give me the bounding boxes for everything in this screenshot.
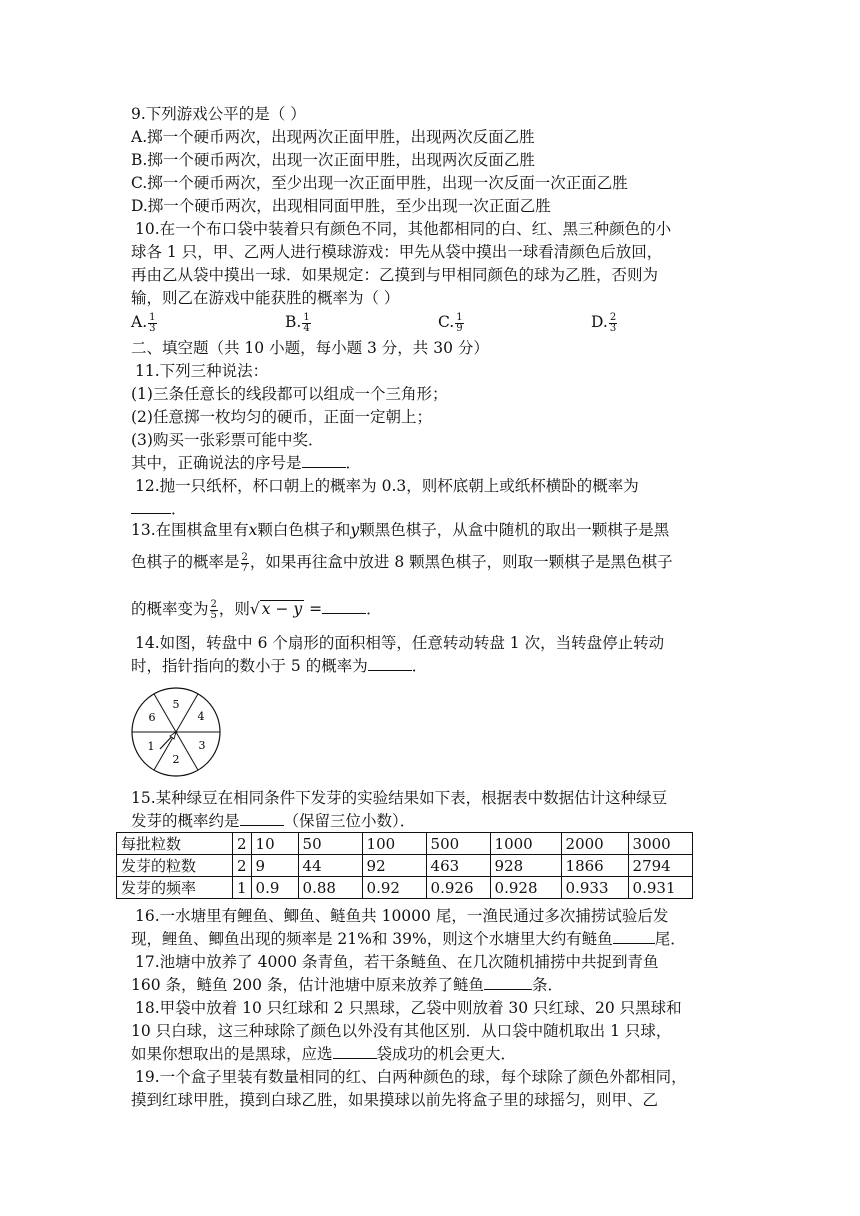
variable-y: y [350, 521, 360, 539]
q13-line-3 [131, 598, 382, 621]
q10-option-b [285, 311, 312, 334]
sector-number: 4 [197, 710, 205, 723]
q9-stem: 9.下列游戏公平的是（ ） [131, 105, 306, 123]
sector-number: 5 [172, 698, 180, 711]
numerator: 1 [149, 311, 156, 323]
equals: = [304, 600, 323, 618]
variable-x: x [248, 521, 258, 539]
answer-blank[interactable] [333, 1044, 377, 1059]
table-cell: 44 [298, 855, 362, 877]
table-cell: 1 [233, 877, 252, 899]
q10-option-a [131, 311, 158, 334]
fraction [210, 600, 218, 621]
germination-table [116, 832, 693, 899]
table-cell: 1000 [490, 833, 561, 855]
q10-line-4: 输，则乙在游戏中能获胜的概率为（ ） [131, 289, 400, 307]
q14-line-1: 14.如图，转盘中 6 个扇形的面积相等，任意转动转盘 1 次，当转盘停止转动 [135, 634, 665, 652]
fraction [609, 313, 617, 334]
sqrt-sign: √ [249, 600, 260, 618]
q9-option-c: C.掷一个硬币两次，至少出现一次正面甲胜，出现一次反面一次正面乙胜 [131, 174, 628, 192]
text: 发芽的概率约是 [131, 812, 240, 830]
q12-line-2 [131, 498, 187, 520]
q11-statement-1: (1)三条任意长的线段都可以组成一个三角形； [131, 385, 448, 403]
sector-number: 2 [172, 753, 180, 766]
q9-option-a: A.掷一个硬币两次，出现两次正面甲胜，出现两次反面乙胜 [131, 128, 535, 146]
table-cell: 0.931 [628, 877, 692, 899]
answer-blank[interactable] [302, 453, 346, 468]
sector-number: 6 [148, 711, 156, 724]
table-row [117, 833, 693, 855]
period: ． [171, 500, 187, 518]
text: （保留三位小数）． [283, 812, 416, 830]
table-cell: 0.92 [362, 877, 426, 899]
q16-line-2 [131, 928, 686, 950]
text: 160 条，鲢鱼 200 条，估计池塘中原来放养了鲢鱼 [131, 976, 484, 994]
table-cell: 2000 [561, 833, 628, 855]
q13-line-1 [131, 519, 669, 541]
option-label: B. [285, 313, 302, 331]
q17-line-2 [131, 974, 563, 996]
period: ． [345, 454, 362, 472]
table-cell: 0.928 [490, 877, 561, 899]
table-cell: 2 [233, 833, 252, 855]
denominator: 7 [241, 562, 248, 574]
table-cell: 0.926 [426, 877, 490, 899]
q11-tail-text: 其中，正确说法的序号是 [131, 454, 302, 472]
text: 颗黑色棋子，从盒中随机的取出一颗棋子是黑 [359, 521, 670, 539]
sector-number: 1 [147, 740, 155, 753]
q10-line-1: 10.在一个布口袋中装着只有颜色不同，其他都相同的白、红、黑三种颜色的小 [135, 220, 672, 238]
numerator: 2 [210, 598, 217, 610]
table-cell: 发芽的频率 [117, 877, 233, 899]
q19-line-2: 摸到红球甲胜，摸到白球乙胜，如果摸球以前先将盒子里的球摇匀，则甲、乙 [131, 1091, 659, 1109]
table-cell: 928 [490, 855, 561, 877]
q10-option-c [438, 311, 465, 334]
answer-blank[interactable] [484, 975, 532, 990]
denominator: 4 [303, 322, 310, 334]
table-cell: 3000 [628, 833, 692, 855]
answer-blank[interactable] [131, 499, 171, 514]
table-cell: 1866 [561, 855, 628, 877]
numerator: 2 [241, 551, 248, 563]
spinner-wheel [130, 686, 222, 778]
period: ． [411, 657, 428, 675]
sector-number: 3 [198, 739, 206, 752]
answer-blank[interactable] [613, 929, 655, 944]
table-cell: 50 [298, 833, 362, 855]
denominator: 3 [609, 322, 617, 334]
numerator: 1 [456, 311, 463, 323]
q16-line-1: 16.一水塘里有鲤鱼、鲫鱼、鲢鱼共 10000 尾，一渔民通过多次捕捞试验后发 [135, 907, 669, 925]
text: 色棋子的概率是 [131, 553, 240, 571]
q19-line-1: 19.一个盒子里装有数量相同的红、白两种颜色的球，每个球除了颜色外都相同， [135, 1068, 687, 1086]
option-label: C. [438, 313, 455, 331]
fraction [148, 313, 156, 334]
text: 的概率变为 [131, 600, 209, 618]
table-cell: 每批粒数 [117, 833, 233, 855]
text: ，则 [218, 600, 250, 618]
table-cell: 9 [251, 855, 298, 877]
table-cell: 500 [426, 833, 490, 855]
q10-option-d [591, 311, 618, 334]
text: 时，指针指向的数小于 5 的概率为 [131, 657, 368, 675]
fraction [455, 313, 463, 334]
q10-line-2: 球各 1 只，甲、乙两人进行模球游戏：甲先从袋中摸出一球看清颜色后放回， [131, 243, 663, 261]
q12-line-1: 12.抛一只纸杯，杯口朝上的概率为 0.3，则杯底朝上或纸杯横卧的概率为 [135, 477, 639, 495]
q17-line-1: 17.池塘中放养了 4000 条青鱼，若干条鲢鱼、在几次随机捕捞中共捉到青鱼 [135, 953, 659, 971]
q10-line-3: 再由乙从袋中摸出一球．如果规定：乙摸到与甲相同颜色的球为乙胜，否则为 [131, 266, 659, 284]
denominator: 9 [456, 322, 463, 334]
option-label: A. [131, 313, 148, 331]
table-cell: 92 [362, 855, 426, 877]
fraction [302, 313, 310, 334]
q11-tail [131, 452, 361, 474]
period: ． [366, 600, 382, 618]
table-cell: 0.88 [298, 877, 362, 899]
table-cell: 发芽的粒数 [117, 855, 233, 877]
fraction [241, 553, 249, 574]
q15-line-2 [131, 810, 415, 832]
denominator: 5 [210, 609, 217, 621]
q14-line-2 [131, 655, 427, 677]
table-cell: 10 [251, 833, 298, 855]
q11-statement-3: (3)购买一张彩票可能中奖． [131, 431, 324, 449]
table-cell: 463 [426, 855, 490, 877]
answer-blank[interactable] [240, 811, 284, 826]
text: ，如果再往盒中放进 8 颗黑色棋子，则取一颗棋子是黑色棋子 [249, 553, 673, 571]
section-heading: 二、填空题（共 10 小题，每小题 3 分，共 30 分） [131, 339, 489, 357]
q11-stem: 11.下列三种说法： [135, 362, 269, 380]
table-row [117, 877, 693, 899]
text: 尾． [654, 930, 686, 948]
table-cell: 0.933 [561, 877, 628, 899]
q18-line-1: 18.甲袋中放着 10 只红球和 2 只黑球，乙袋中则放着 30 只红球、20 只黑球和 [135, 999, 682, 1017]
table-cell: 2 [233, 855, 252, 877]
q18-line-2: 10 只白球，这三种球除了颜色以外没有其他区别．从口袋中随机取出 1 只球， [131, 1022, 672, 1040]
text: 13.在围棋盒里有 [131, 521, 249, 539]
table-row [117, 855, 693, 877]
q9-option-b: B.掷一个硬币两次，出现一次正面甲胜，出现两次反面乙胜 [131, 151, 535, 169]
answer-blank[interactable] [368, 656, 412, 671]
q9-option-d: D.掷一个硬币两次，出现相同面甲胜，至少出现一次正面乙胜 [131, 197, 551, 215]
text: 颗白色棋子和 [257, 521, 351, 539]
table-cell: 100 [362, 833, 426, 855]
table-cell: 0.9 [251, 877, 298, 899]
q11-statement-2: (2)任意掷一枚均匀的硬币，正面一定朝上； [131, 408, 432, 426]
q13-line-2 [131, 551, 673, 574]
text: 现，鲤鱼、鲫鱼出现的频率是 21%和 39%，则这个水塘里大约有鲢鱼 [131, 930, 613, 948]
text: 袋成功的机会更大． [376, 1045, 517, 1063]
table-cell: 2794 [628, 855, 692, 877]
text: 如果你想取出的是黑球，应选 [131, 1045, 333, 1063]
numerator: 1 [303, 311, 310, 323]
denominator: 3 [149, 322, 156, 334]
q15-line-1: 15.某种绿豆在相同条件下发芽的实验结果如下表，根据表中数据估计这种绿豆 [131, 789, 668, 807]
q18-line-3 [131, 1043, 516, 1065]
text: 条． [531, 976, 563, 994]
answer-blank[interactable] [322, 599, 366, 614]
option-label: D. [591, 313, 608, 331]
radicand: x − y [261, 600, 303, 618]
numerator: 2 [609, 311, 617, 323]
